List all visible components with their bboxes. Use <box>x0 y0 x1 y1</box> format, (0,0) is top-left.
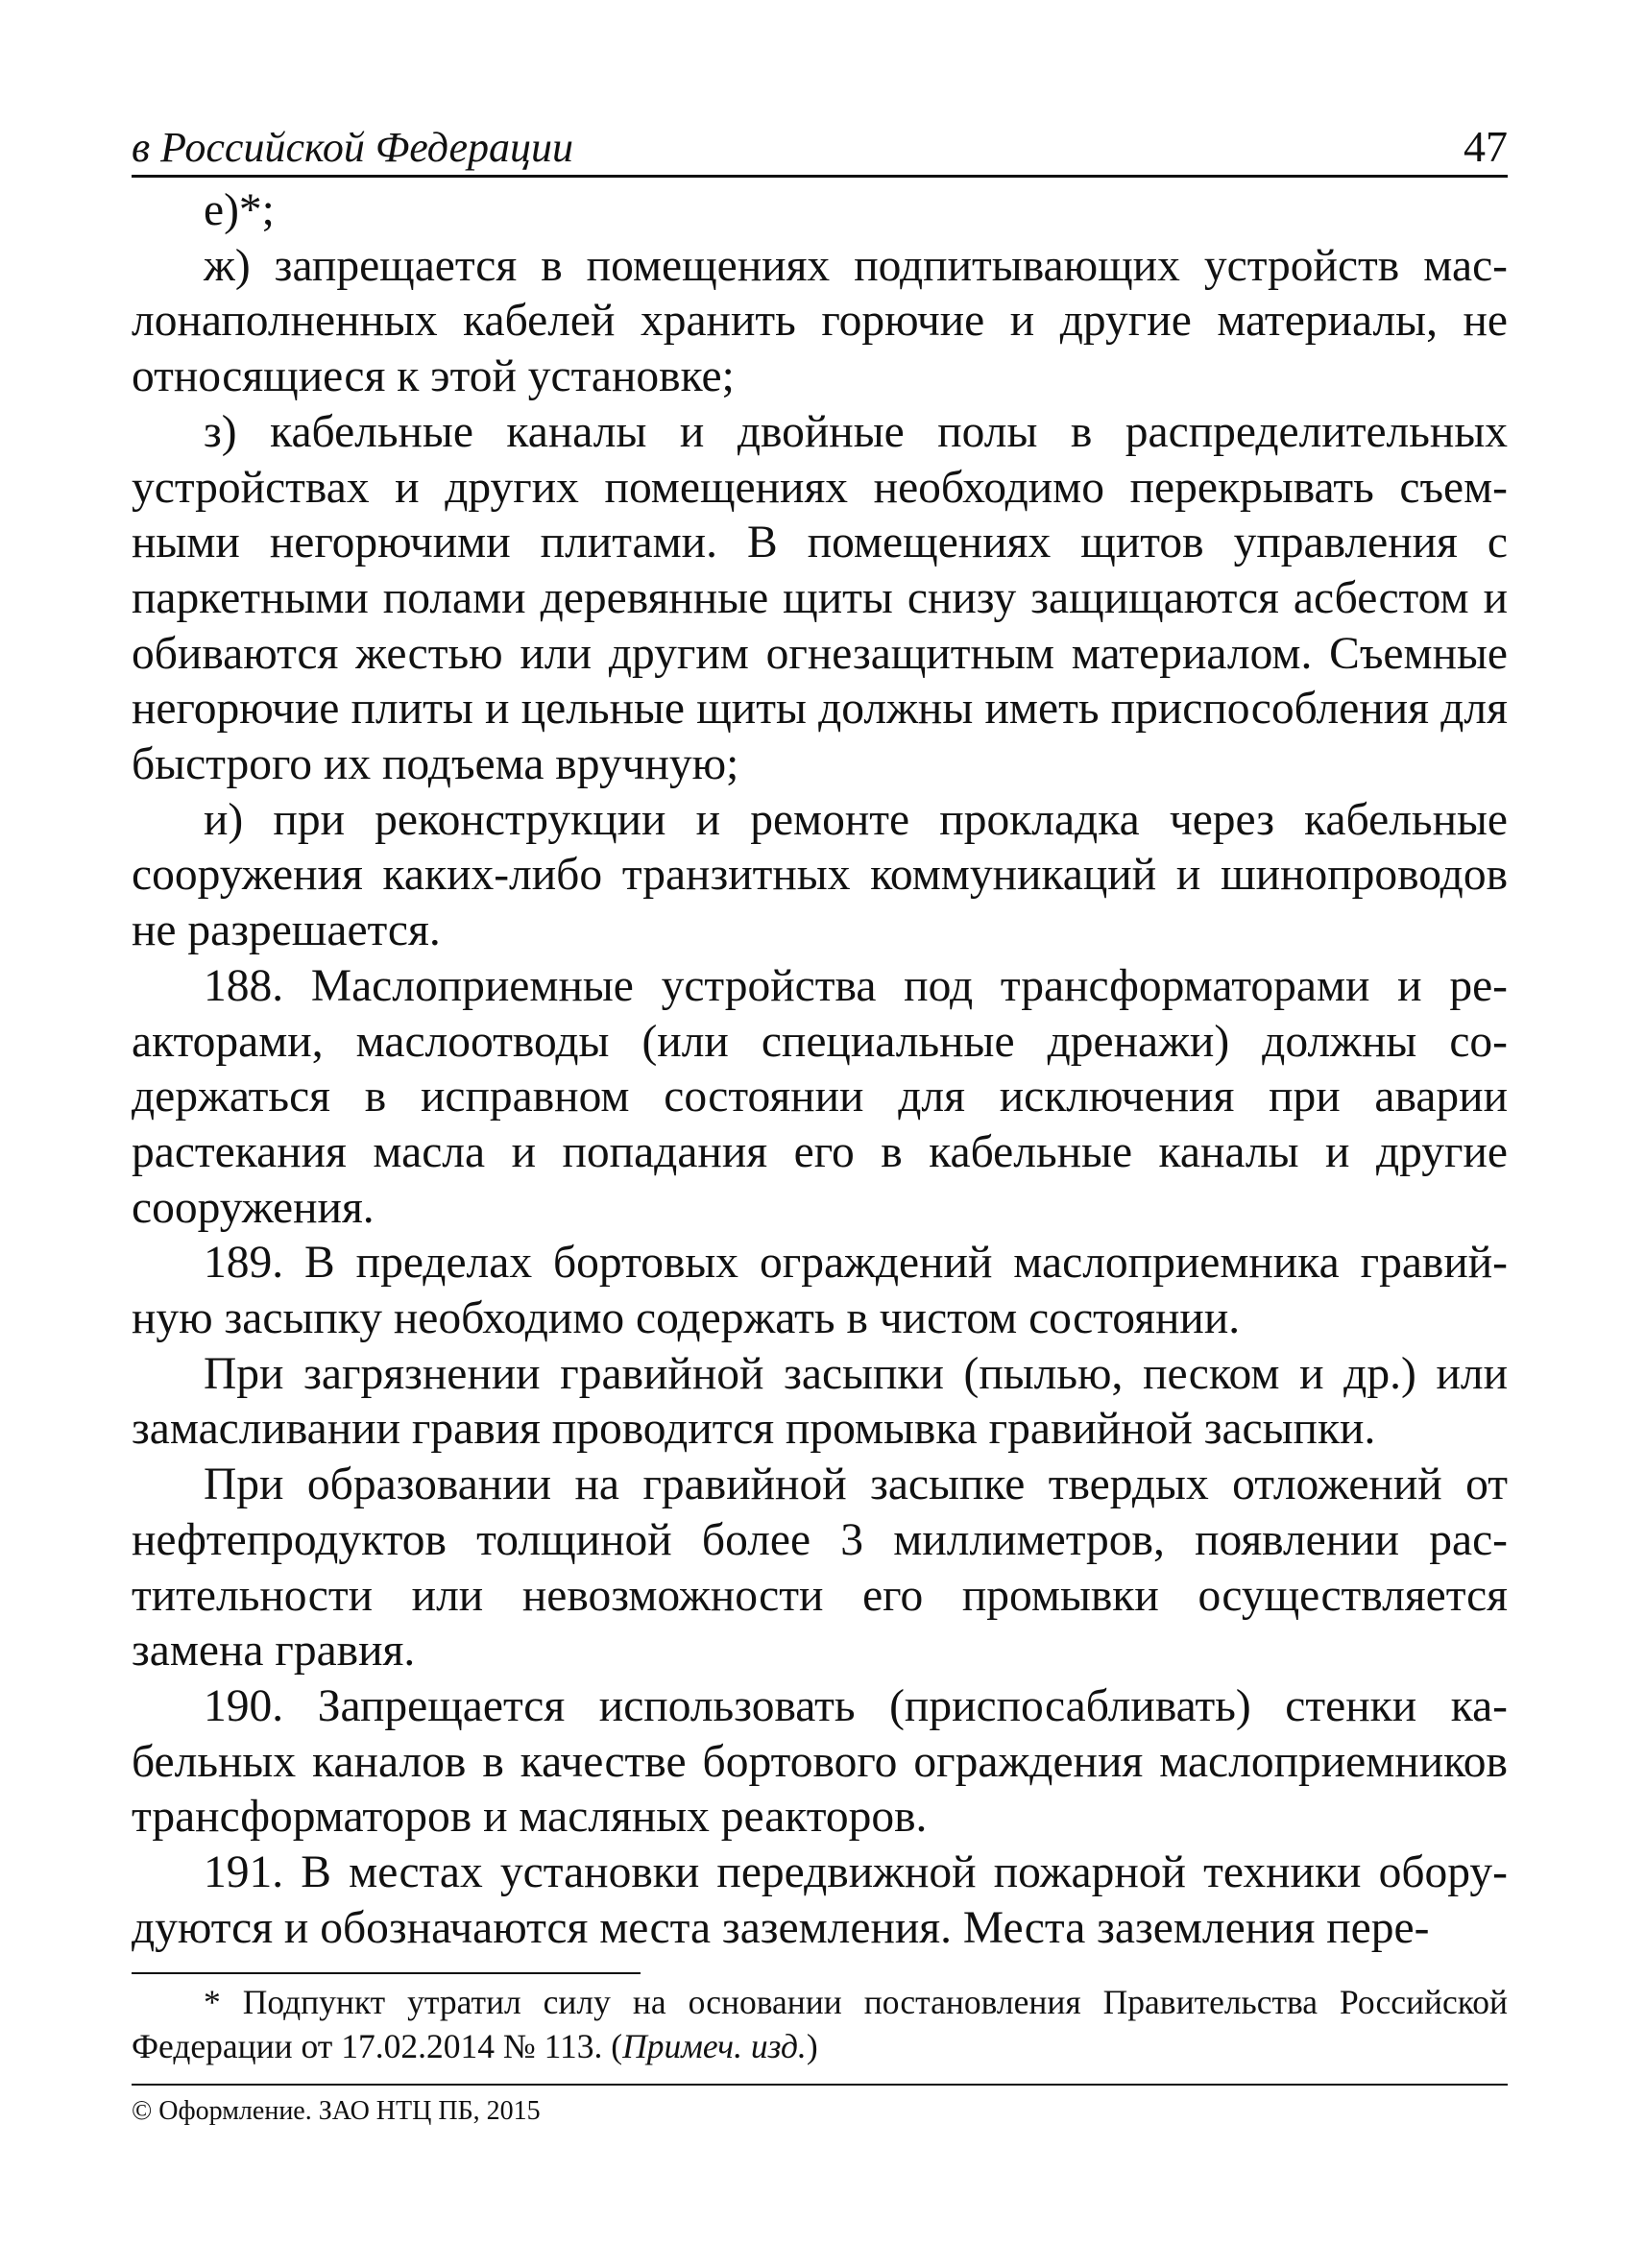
paragraph-zh: ж) запрещается в помещениях подпитывающих устройств маслонаполненных кабелей хранить горючие и другие материалы, не относящиеся к этой установке; <box>132 240 1508 402</box>
running-header <box>132 113 1508 178</box>
body-text <box>132 183 1508 1957</box>
footnote-text: * Подпункт утратил силу на основании постановления Правительства Российской Федерации от 17.02.2014 № 113. ( <box>132 1982 1508 2065</box>
paragraph-188: 188. Маслоприемные устройства под трансформаторами и реакторами, маслоотводы (или специальные дренажи) должны содержаться в исправном состоянии для исключения при аварии растекания масла и попадания его в кабельные каналы и другие сооружения. <box>132 960 1508 1233</box>
paragraph-i: и) при реконструкции и ремонте прокладка через кабельные сооружения каких-либо транзитных коммуникаций и шинопроводов не разрешается. <box>132 794 1508 956</box>
paragraph-191: 191. В местах установки передвижной пожарной техники оборудуются и обозначаются места заземления. Места заземления пере- <box>132 1847 1508 1953</box>
footnote <box>132 1980 1508 2068</box>
paragraph-z: з) кабельные каналы и двойные полы в распределительных устройствах и других помещениях необходимо перекрывать съемными негорючими плитами. В помещениях щитов управления с паркетными полами деревянные щиты снизу защищаются асбестом и обиваются жестью или другим огнезащитным материалом. Съемные негорючие плиты и цельные щиты должны иметь приспособления для быстрого их подъема вручную; <box>132 406 1508 790</box>
paragraph-e: е)*; <box>204 185 275 235</box>
paragraph-189-contamination: При загрязнении гравийной засыпки (пылью, песком и др.) или замасливании гравия проводится промывка гравийной засыпки. <box>132 1348 1508 1455</box>
footnote-editor-note: Примеч. изд. <box>622 2026 807 2065</box>
footnote-close: ) <box>806 2026 818 2065</box>
copyright-notice: © Оформление. ЗАО НТЦ ПБ, 2015 <box>132 2095 541 2126</box>
header-title: в Российской Федерации <box>132 124 574 171</box>
page-number: 47 <box>1464 122 1508 171</box>
document-page <box>132 113 1508 2128</box>
paragraph-189: 189. В пределах бортовых ограждений маслоприемника гравийную засыпку необходимо содержать в чистом состоянии. <box>132 1238 1508 1344</box>
paragraph-190: 190. Запрещается использовать (приспосабливать) стенки кабельных каналов в качестве бортового ограждения маслоприемников трансформаторов и масляных реакторов. <box>132 1680 1508 1843</box>
copyright-divider <box>132 2084 1508 2086</box>
paragraph-189-deposits: При образовании на гравийной засыпке твердых отложений от нефтепродуктов толщиной более 3 миллиметров, появлении растительности или невозможности его промывки осуществляется замена гравия. <box>132 1460 1508 1677</box>
footnote-divider <box>132 1972 641 1974</box>
